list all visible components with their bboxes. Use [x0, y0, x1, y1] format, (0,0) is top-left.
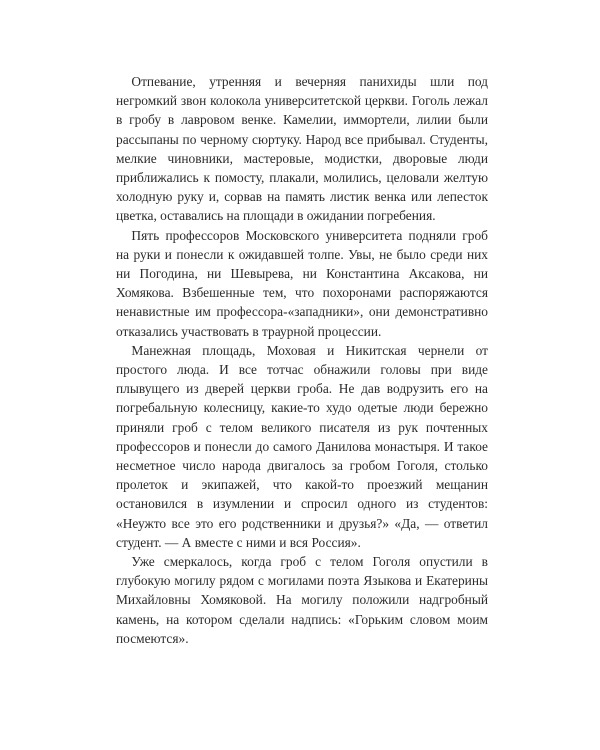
text-body — [116, 72, 488, 648]
paragraph-professors-carry-coffin: Пять профессоров Московского университета подняли гроб на руки и понесли к ожидавшей толпе. Увы, не было среди них ни Погодина, ни Шевырева, ни Константина Аксакова, ни Хомякова. Взбешенные тем, что похоронами распоряжаются ненавистные им профессора-«западники», они демонстративно отказались участвовать в траурной процессии. — [116, 227, 488, 339]
paragraph-funeral-service: Отпевание, утренняя и вечерняя панихиды шли под негромкий звон колокола университетской церкви. Гоголь лежал в гробу в лавровом венке. Камелии, иммортели, лилии были рассыпаны по черному сюртуку. Народ все прибывал. Студенты, мелкие чиновники, мастеровые, модистки, дворовые люди приближались к помосту, плакали, молились, целовали желтую холодную руку и, сорвав на память листик венка или лепесток цветка, оставались на площади в ожидании погребения. — [116, 74, 488, 224]
paragraph-procession-crowd: Манежная площадь, Моховая и Никитская чернели от простого люда. И все тотчас обнажили головы при виде плывущего из дверей церкви гроба. Не дав водрузить его на погребальную колесницу, какие-то худо одетые люди бережно приняли гроб с телом великого писателя из рук почтенных профессоров и понесли до самого Данилова монастыря. И такое несметное число народа двигалось за гробом Гоголя, столько пролеток и экипажей, что какой-то проезжий мещанин остановился в изумлении и спросил одного из студентов: «Неужто все это его родственники и друзья?» «Да, — ответил студент. — А вместе с ними и вся Россия». — [116, 342, 488, 550]
paragraph-burial: Уже смеркалось, когда гроб с телом Гоголя опустили в глубокую могилу рядом с могилами поэта Языкова и Екатерины Михайловны Хомяковой. На могилу положили надгробный камень, на котором сделали надпись: «Горьким словом моим посмеются». — [116, 554, 488, 646]
